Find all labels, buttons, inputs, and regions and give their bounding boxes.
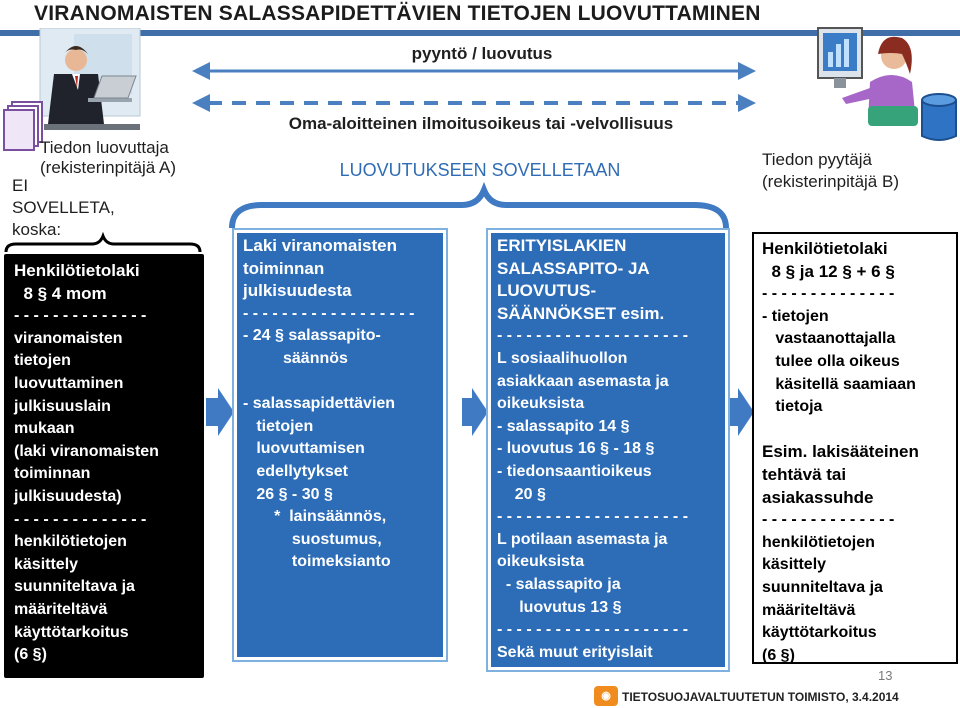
left-box-line: (laki viranomaisten (14, 442, 159, 460)
left-box-line: määriteltävä (14, 600, 108, 618)
right-box-line: Esim. lakisääteinen (762, 442, 919, 462)
right-box-line: - tietojen (762, 307, 829, 325)
left-box-line: suunniteltava ja (14, 578, 135, 596)
initiative-label: Oma-aloitteinen ilmoitusoikeus tai -velvollisuus (288, 114, 674, 133)
special-laws-box (488, 230, 728, 670)
publicity-act-line: toiminnan (243, 258, 325, 278)
special-laws-line: oikeuksista (497, 553, 585, 571)
publicity-act-line: toimeksianto (243, 553, 391, 571)
publicity-act-box (234, 230, 446, 660)
left-box-line: henkilötietojen (14, 533, 127, 551)
publicity-act-line: 26 § - 30 § (243, 485, 333, 503)
publicity-act-line: Laki viranomaisten (243, 236, 398, 255)
office-logo-icon: ◉ (594, 686, 618, 706)
publicity-act-line: - salassapidettävien (243, 395, 396, 413)
special-laws-line: - - - - - - - - - - - - - - - - - - - - (497, 508, 689, 526)
right-box-personal-data-act (752, 232, 958, 664)
left-box-line: mukaan (14, 420, 75, 438)
requester-line1: Tiedon pyytäjä (762, 150, 872, 169)
left-box-line: - - - - - - - - - - - - - - (14, 307, 147, 325)
special-laws-line: - - - - - - - - - - - - - - - - - - - - (497, 621, 689, 639)
right-box-line (762, 419, 956, 442)
publicity-act-line: luovuttamisen (243, 440, 365, 458)
requester-line2: (rekisterinpitäjä B) (762, 172, 899, 191)
left-box-line: käyttötarkoitus (14, 623, 129, 641)
publicity-act-line: - - - - - - - - - - - - - - - - - - (243, 304, 415, 322)
special-laws-line: luovutus 13 § (497, 598, 622, 616)
special-laws-line: - tiedonsaantioikeus (497, 462, 652, 480)
right-box-line: Henkilötietolaki (762, 239, 888, 258)
special-laws-line: LUOVUTUS- (497, 281, 597, 301)
special-laws-line: - luovutus 16 § - 18 § (497, 440, 655, 458)
page-title: VIRANOMAISTEN SALASSAPIDETTÄVIEN TIETOJEN LUOVUTTAMINEN (34, 2, 761, 25)
request-arrow (192, 62, 756, 80)
left-box-line: 8 § 4 mom (14, 283, 107, 303)
right-box-line: käsitellä saamiaan (762, 375, 916, 393)
left-box-line: (6 §) (14, 646, 47, 664)
special-laws-line: oikeuksista (497, 395, 585, 413)
special-laws-line: L sosiaalihuollon (497, 349, 628, 367)
footer-text: TIETOSUOJAVALTUUTETUN TOIMISTO, 3.4.2014 (622, 690, 899, 704)
right-box-line: käsittely (762, 556, 827, 574)
special-laws-line: asiakkaan asemasta ja (497, 372, 669, 390)
publicity-act-line: - 24 § salassapito- (243, 327, 381, 345)
special-laws-line: - salassapito ja (497, 575, 621, 593)
left-box-line: - - - - - - - - - - - - - - (14, 510, 147, 528)
left-box-line: viranomaisten (14, 329, 123, 347)
applies-label: LUOVUTUKSEEN SOVELLETAAN (339, 160, 621, 180)
special-laws-line: - - - - - - - - - - - - - - - - - - - - (497, 327, 689, 345)
left-box-line: käsittely (14, 555, 79, 573)
right-box-line: (6 §) (762, 646, 795, 664)
right-box-line: - - - - - - - - - - - - - - (762, 285, 895, 303)
special-laws-line: Sekä muut erityislait (497, 643, 653, 661)
left-box-line: tietojen (14, 352, 71, 370)
left-box-line: julkisuudesta) (14, 487, 122, 505)
left-box-line: toiminnan (14, 465, 91, 483)
right-box-line: tulee olla oikeus (762, 352, 900, 370)
special-laws-line: SÄÄNNÖKSET esim. (497, 303, 665, 323)
right-box-line: tehtävä tai (762, 464, 847, 484)
right-box-line: tietoja (762, 398, 823, 416)
apply-bracket (232, 190, 726, 228)
not-applied-line1: EI (12, 176, 29, 195)
right-box-line: käyttötarkoitus (762, 624, 877, 642)
publicity-act-line: * lainsäännös, (243, 508, 387, 526)
not-applied-line3: koska: (12, 220, 62, 239)
publicity-act-line (243, 371, 443, 394)
publicity-act-line: säännös (243, 349, 348, 367)
special-laws-line: - salassapito 14 § (497, 417, 630, 435)
publicity-act-line: tietojen (243, 417, 314, 435)
initiative-arrow (192, 94, 756, 112)
person-at-computer-icon (812, 22, 922, 134)
special-laws-line: 20 § (497, 485, 546, 503)
right-box-line: henkilötietojen (762, 533, 875, 551)
page-number: 13 (878, 668, 893, 683)
right-box-line: 8 § ja 12 § + 6 § (762, 261, 895, 281)
database-icon (920, 92, 958, 144)
special-laws-line: ERITYISLAKIEN (497, 236, 627, 255)
not-applied-line2: SOVELLETA, (12, 198, 115, 217)
left-box-line: luovuttaminen (14, 374, 124, 392)
right-box-line: asiakassuhde (762, 487, 874, 507)
publicity-act-line: edellytykset (243, 462, 348, 480)
left-box-line: Henkilötietolaki (14, 261, 140, 280)
publicity-act-line: julkisuudesta (243, 281, 352, 301)
discloser-line2: (rekisterinpitäjä A) (40, 158, 177, 177)
special-laws-line: SALASSAPITO- JA (497, 258, 650, 278)
right-box-line: määriteltävä (762, 601, 856, 619)
right-box-line: vastaanottajalla (762, 330, 896, 348)
right-box-line: suunniteltava ja (762, 578, 883, 596)
request-label: pyyntö / luovutus (411, 44, 553, 63)
discloser-line1: Tiedon luovuttaja (40, 138, 169, 157)
left-box-line: julkisuuslain (14, 397, 111, 415)
special-laws-line: L potilaan asemasta ja (497, 530, 668, 548)
left-box-not-applied (4, 254, 204, 678)
right-box-line: - - - - - - - - - - - - - - (762, 511, 895, 529)
publicity-act-line: suostumus, (243, 530, 382, 548)
